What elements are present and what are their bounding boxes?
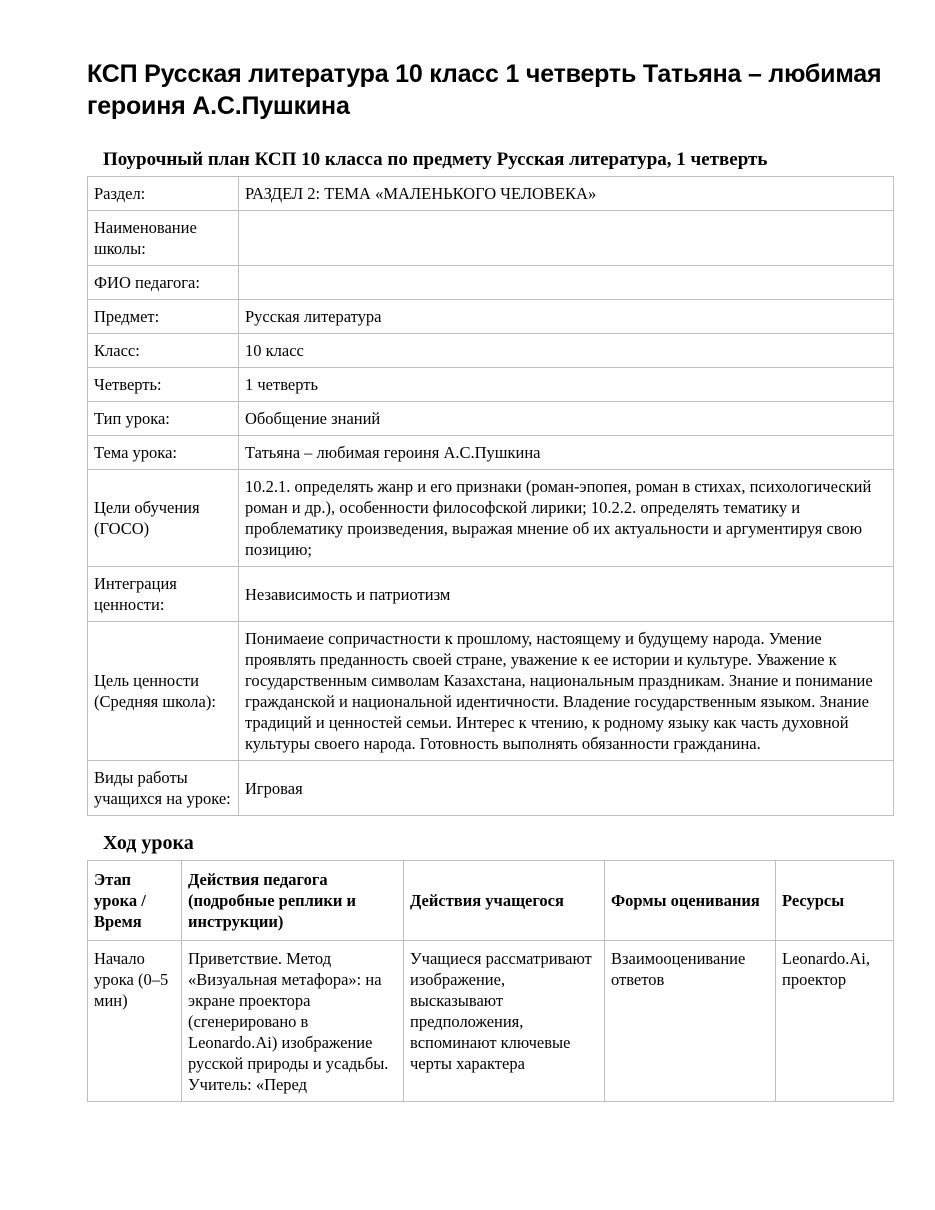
info-value: 10.2.1. определять жанр и его признаки (роман-эпопея, роман в стихах, психологический роман и др.), особенности философской лирики; 10.2.2. определять тематику и проблематику произведения, выражая мнение об их актуальности и аргументируя свою позицию; [239, 470, 894, 567]
info-value [239, 211, 894, 266]
lesson-flow-table [87, 860, 894, 1102]
info-label: Цели обучения (ГОСО) [88, 470, 239, 567]
table-cell-assessment: Взаимооценивание ответов [605, 941, 776, 1102]
info-value: Русская литература [239, 300, 894, 334]
info-value: Независимость и патриотизм [239, 567, 894, 622]
table-cell-student-actions: Учащиеся рассматривают изображение, высказывают предположения, вспоминают ключевые черты характера [404, 941, 605, 1102]
info-row-value-goal [88, 622, 894, 761]
lesson-info-table [87, 176, 894, 816]
info-label: Цель ценности (Средняя школа): [88, 622, 239, 761]
info-value: Игровая [239, 761, 894, 816]
info-row-school [88, 211, 894, 266]
table-cell-resources: Leonardo.Ai, проектор [776, 941, 894, 1102]
info-label: Раздел: [88, 177, 239, 211]
info-value: 1 четверть [239, 368, 894, 402]
info-row-quarter [88, 368, 894, 402]
info-label: Виды работы учащихся на уроке: [88, 761, 239, 816]
document-page [87, 58, 893, 1102]
info-value: Обобщение знаний [239, 402, 894, 436]
info-value [239, 266, 894, 300]
info-label: Четверть: [88, 368, 239, 402]
info-row-teacher [88, 266, 894, 300]
column-header-stage: Этап урока / Время [88, 861, 182, 941]
info-value: 10 класс [239, 334, 894, 368]
info-label: Класс: [88, 334, 239, 368]
column-header-assessment: Формы оценивания [605, 861, 776, 941]
info-label: Тип урока: [88, 402, 239, 436]
plan-heading: Поурочный план КСП 10 класса по предмету Русская литература, 1 четверть [103, 149, 768, 170]
info-row-section [88, 177, 894, 211]
table-row [88, 941, 894, 1102]
info-row-subject [88, 300, 894, 334]
info-value: Татьяна – любимая героиня А.С.Пушкина [239, 436, 894, 470]
info-label: Предмет: [88, 300, 239, 334]
document-title: КСП Русская литература 10 класс 1 четверть Татьяна – любимая героиня А.С.Пушкина [87, 60, 882, 120]
info-row-grade [88, 334, 894, 368]
info-value: Понимаеие сопричастности к прошлому, настоящему и будущему народа. Умение проявлять преданность своей стране, уважение к ее истории и культуре. Уважение к государственным символам Казахстана, национальным праздникам. Знание и понимание гражданской и национальной идентичности. Владение государственным языком. Знание традиций и ценностей семьи. Интерес к чтению, к родному языку как часть духовной культуры своего народа. Готовность выполнять обязанности гражданина. [239, 622, 894, 761]
info-label: Тема урока: [88, 436, 239, 470]
lesson-table-header-row [88, 861, 894, 941]
info-row-work-types [88, 761, 894, 816]
table-cell-teacher-actions: Приветствие. Метод «Визуальная метафора»: на экране проектора (сгенерировано в Leonardo.Ai) изображение русской природы и усадьбы. Учитель: «Перед [182, 941, 404, 1102]
column-header-student-actions: Действия учащегося [404, 861, 605, 941]
info-label: ФИО педагога: [88, 266, 239, 300]
info-label: Наименование школы: [88, 211, 239, 266]
info-row-lesson-type [88, 402, 894, 436]
info-label: Интеграция ценности: [88, 567, 239, 622]
info-value: РАЗДЕЛ 2: ТЕМА «МАЛЕНЬКОГО ЧЕЛОВЕКА» [239, 177, 894, 211]
info-row-learning-goals [88, 470, 894, 567]
column-header-teacher-actions: Действия педагога (подробные реплики и инструкции) [182, 861, 404, 941]
column-header-resources: Ресурсы [776, 861, 894, 941]
info-row-value-integration [88, 567, 894, 622]
info-row-lesson-topic [88, 436, 894, 470]
lesson-flow-heading: Ход урока [103, 832, 194, 854]
table-cell-stage: Начало урока (0–5 мин) [88, 941, 182, 1102]
